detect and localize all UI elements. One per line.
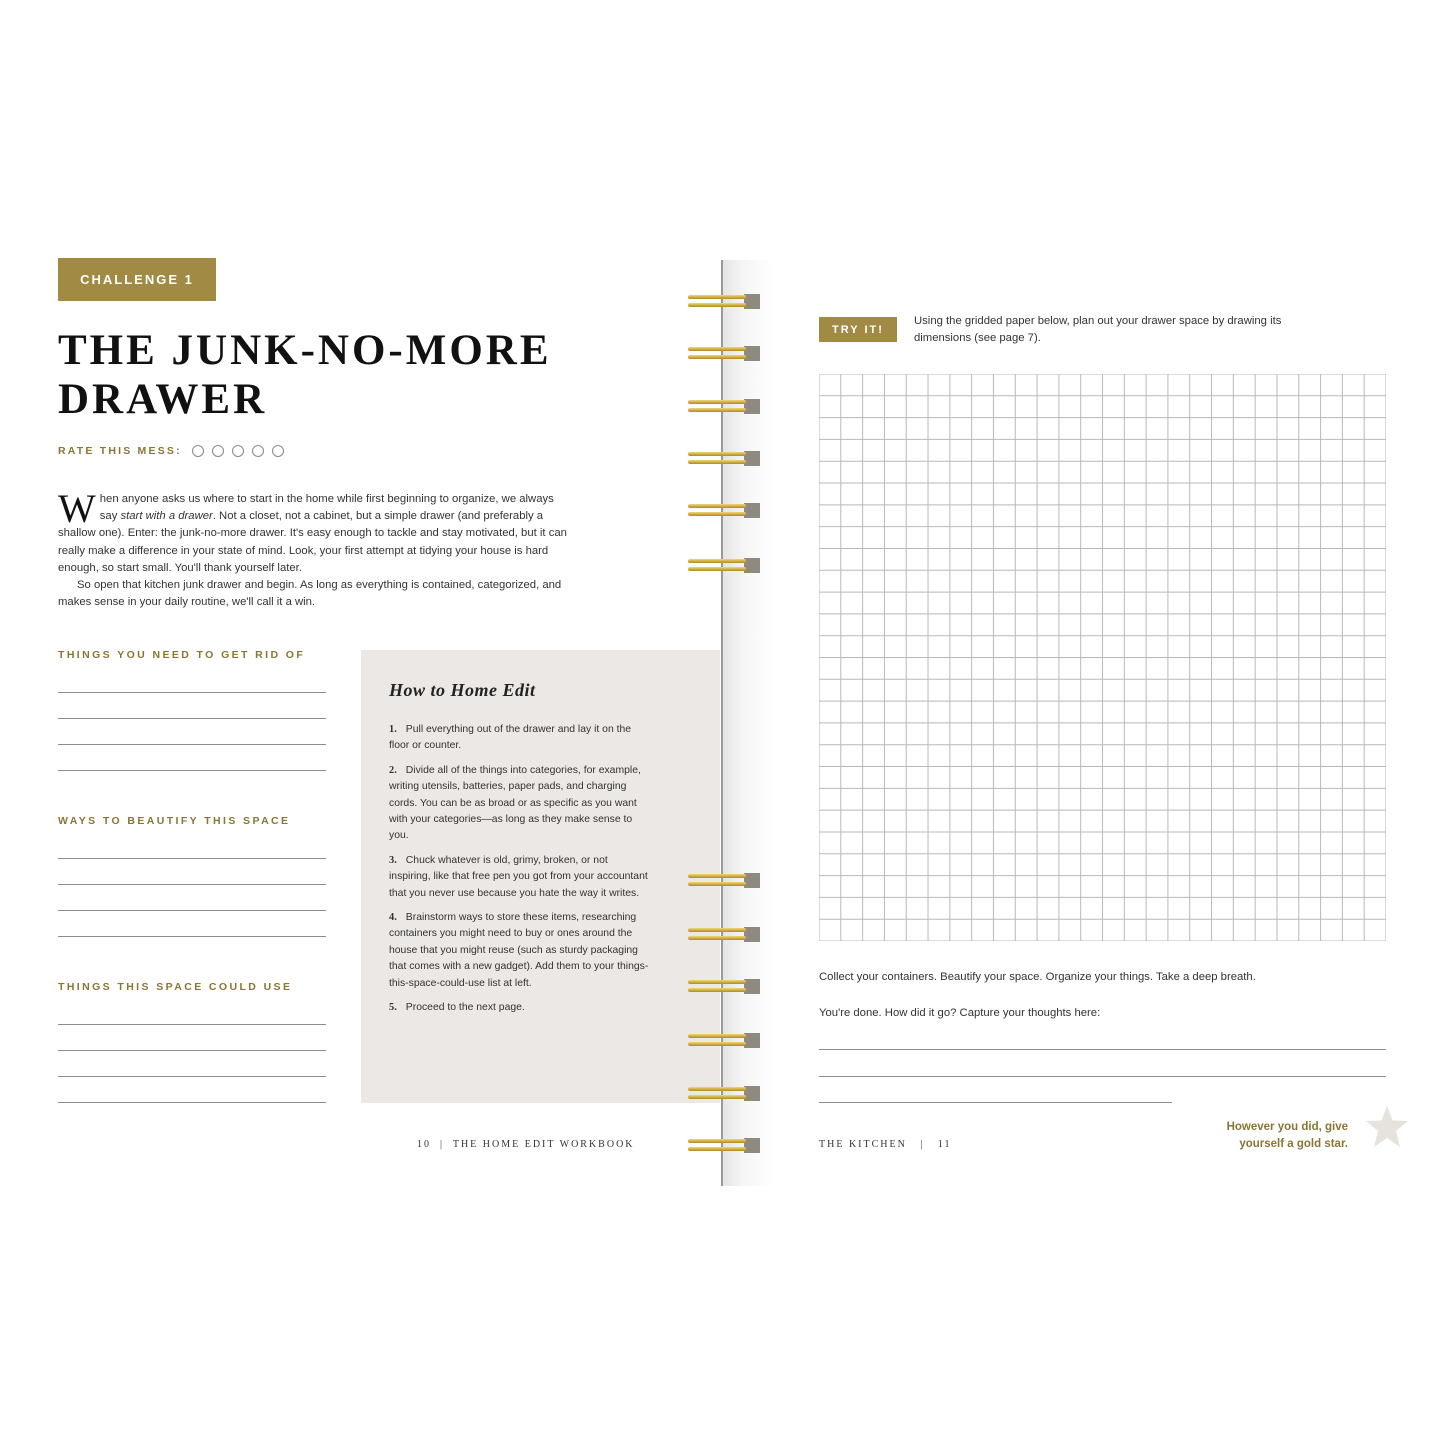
challenge-badge: CHALLENGE 1 <box>58 258 216 301</box>
folio-section-title: THE KITCHEN <box>819 1139 907 1150</box>
folio-book-title: THE HOME EDIT WORKBOOK <box>452 1139 635 1150</box>
step-text: Pull everything out of the drawer and lay it on the floor or counter. <box>389 724 632 752</box>
write-line[interactable] <box>58 718 326 719</box>
how-to-title: How to Home Edit <box>389 680 536 700</box>
spiral-ring <box>688 558 760 573</box>
rate-circle-5[interactable] <box>272 445 284 457</box>
spiral-ring <box>688 927 760 942</box>
write-line[interactable] <box>819 1076 1386 1077</box>
how-to-steps <box>389 722 651 1025</box>
drop-cap: W <box>58 486 96 531</box>
intro-p1-b: . Not a closet, not a cabinet, but a simple drawer (and preferably a shallow one). Enter: the junk-no-more drawer. It's easy enough to tackle and stay motivated, but it can really make a difference in your state of mind. Look, your first attempt at tidying your house is hard enough, so start small. You'll thank yourself later. <box>58 510 567 574</box>
gold-star-text <box>1190 1119 1348 1153</box>
spiral-ring <box>688 979 760 994</box>
step-number: 3. <box>389 854 397 866</box>
note-collect: Collect your containers. Beautify your space. Organize your things. Take a deep breath. <box>819 971 1256 983</box>
grid-paper[interactable] <box>819 374 1386 941</box>
step-item <box>389 1000 651 1016</box>
step-item <box>389 763 651 845</box>
write-line[interactable] <box>58 1102 326 1103</box>
spiral-ring <box>688 294 760 309</box>
intro-p1-emphasis: start with a drawer <box>120 510 213 523</box>
star-icon <box>1364 1104 1410 1150</box>
spiral-ring <box>688 1086 760 1101</box>
folio-separator: | <box>440 1139 445 1150</box>
note-done: You're done. How did it go? Capture your thoughts here: <box>819 1007 1101 1019</box>
spiral-ring <box>688 873 760 888</box>
write-line[interactable] <box>58 936 326 937</box>
spiral-ring <box>688 399 760 414</box>
section-label-could-use: THINGS THIS SPACE COULD USE <box>58 981 293 993</box>
spiral-ring <box>688 451 760 466</box>
title-line-1: THE JUNK-NO-MORE <box>58 327 552 374</box>
write-line[interactable] <box>58 1050 326 1051</box>
write-line[interactable] <box>58 744 326 745</box>
intro-p1-a: hen anyone asks us where to start in the home while first beginning to organize, we always say <box>99 493 554 523</box>
how-to-box <box>361 650 720 1103</box>
write-line[interactable] <box>58 910 326 911</box>
page-number: 10 <box>417 1139 431 1150</box>
title-line-2: DRAWER <box>58 376 268 423</box>
write-line[interactable] <box>58 692 326 693</box>
write-line[interactable] <box>819 1049 1386 1050</box>
step-number: 2. <box>389 764 397 776</box>
step-text: Proceed to the next page. <box>405 1002 525 1014</box>
gold-star-line-1: However you did, give <box>1226 1121 1348 1133</box>
gold-star-line-2: yourself a gold star. <box>1239 1138 1348 1150</box>
section-label-beautify: WAYS TO BEAUTIFY THIS SPACE <box>58 815 291 827</box>
step-number: 1. <box>389 724 397 735</box>
try-it-badge: TRY IT! <box>819 317 897 342</box>
spiral-ring <box>688 503 760 518</box>
rate-circle-4[interactable] <box>252 445 264 457</box>
page-title <box>58 326 552 424</box>
rate-this-mess <box>58 445 292 457</box>
step-number: 5. <box>389 1002 397 1014</box>
try-it-instruction: Using the gridded paper below, plan out your drawer space by drawing its dimensions (see page 7). <box>914 315 1282 344</box>
write-line[interactable] <box>58 770 326 771</box>
intro-text <box>58 486 568 611</box>
step-item <box>389 722 651 755</box>
section-label-get-rid-of: THINGS YOU NEED TO GET RID OF <box>58 649 306 661</box>
write-line[interactable] <box>58 1076 326 1077</box>
write-line[interactable] <box>819 1102 1172 1103</box>
folio-left <box>417 1139 635 1150</box>
spiral-ring <box>688 1138 760 1153</box>
rate-circle-1[interactable] <box>192 445 204 457</box>
rate-label: RATE THIS MESS: <box>58 445 182 457</box>
rate-circle-2[interactable] <box>212 445 224 457</box>
write-line[interactable] <box>58 884 326 885</box>
step-item <box>389 910 651 992</box>
step-text: Chuck whatever is old, grimy, broken, or not inspiring, like that free pen you got from your accountant that you never use because you hate the way it writes. <box>389 854 648 899</box>
intro-p2: So open that kitchen junk drawer and begin. As long as everything is contained, categorized, and makes sense in your daily routine, we'll call it a win. <box>58 579 562 609</box>
step-text: Divide all of the things into categories, for example, writing utensils, batteries, paper pads, and charging cords. You can be as broad or as specific as you want with your categories—as long as they make sense to you. <box>389 764 641 842</box>
step-number: 4. <box>389 912 397 924</box>
spiral-ring <box>688 346 760 361</box>
spiral-ring <box>688 1033 760 1048</box>
write-line[interactable] <box>58 1024 326 1025</box>
write-line[interactable] <box>58 858 326 859</box>
page-number: 11 <box>937 1139 952 1150</box>
folio-right <box>819 1139 951 1150</box>
step-item <box>389 853 651 902</box>
step-text: Brainstorm ways to store these items, researching containers you might need to buy or ones around the house that you might reuse (such as sturdy packaging that comes with a new gadget). Add them to your things-this-space-could-use list at left. <box>389 912 649 989</box>
rate-circle-3[interactable] <box>232 445 244 457</box>
folio-separator: | <box>920 1139 925 1150</box>
